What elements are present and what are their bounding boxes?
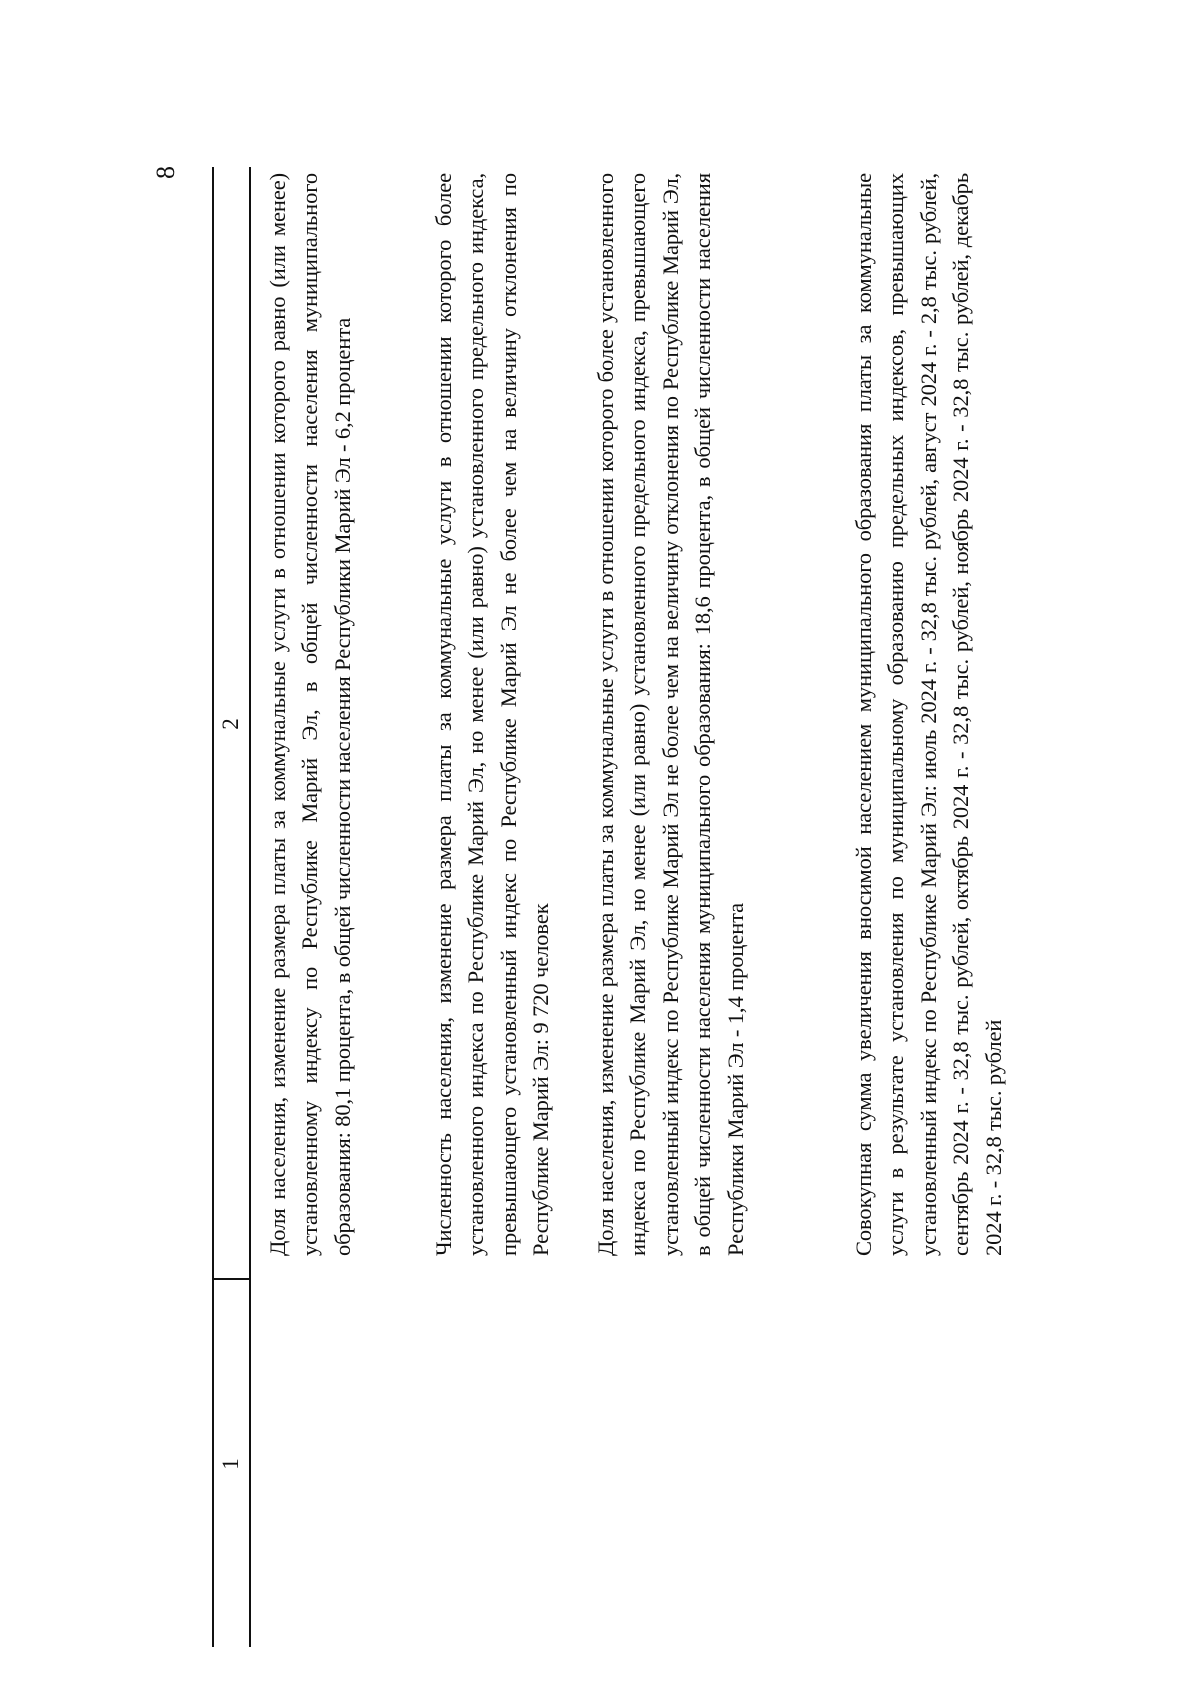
table-cell-row-1-col-2: Доля населения, изменение размера платы за коммунальные услуги в отношении которого равно (или менее) установленному индексу по Республике Марий Эл, в общей численности населения муниципального образования: 80,1 процента, в общей численности населения Республики Марий Эл - 6,2 процента	[265, 173, 355, 1256]
table-header-border	[249, 167, 251, 1647]
table-cell-row-3-col-2: Доля населения, изменение размера платы за коммунальные услуги в отношении которого более установленного индекса по Республике Марий Эл, но менее (или равно) установленного предельного индекса, превышающего установленный индекс по Республике Марий Эл не более чем на величину отклонения по Республике Марий Эл, в общей численности населения муниципального образования: 18,6 процента, в общей численности населения Республики Марий Эл - 1,4 процента	[593, 173, 748, 1256]
table-top-border	[212, 167, 214, 1647]
table-cell-row-2-col-2: Численность населения, изменение размера платы за коммунальные услуги в отношении которого более установленного индекса по Республике Марий Эл, но менее (или равно) установленного предельного индекса, превышающего установленный индекс по Республике Марий Эл не более чем на величину отклонения по Республике Марий Эл: 9 720 человек	[431, 173, 554, 1256]
column-header-2: 2	[218, 718, 243, 730]
table-cell-row-4-col-2: Совокупная сумма увеличения вносимой населением муниципального образования платы за коммунальные услуги в результате установления по муниципальному образованию предельных индексов, превышающих установленный индекс по Республике Марий Эл: июль 2024 г. - 32,8 тыс. рублей, август 2024 г. - 2,8 тыс. рублей, сентябрь 2024 г. - 32,8 тыс. рублей, октябрь 2024 г. - 32,8 тыс. рублей, ноябрь 2024 г. - 32,8 тыс. рублей, декабрь 2024 г. - 32,8 тыс. рублей	[851, 173, 1006, 1256]
column-header-1: 1	[218, 1458, 243, 1470]
page-number: 8	[151, 166, 180, 179]
